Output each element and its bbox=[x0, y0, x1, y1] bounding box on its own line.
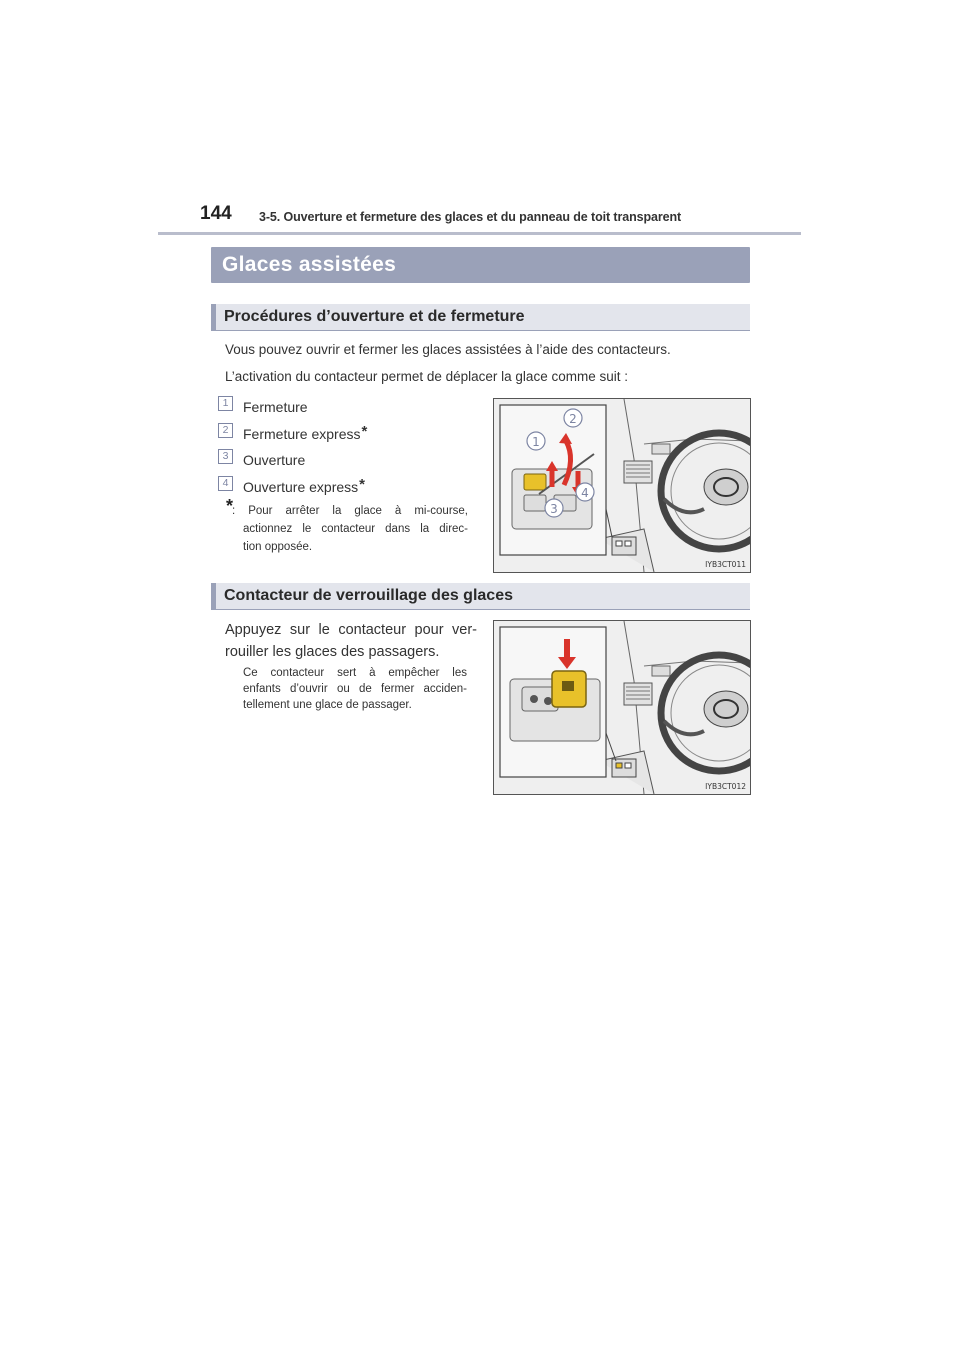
item-marker: 2 bbox=[218, 423, 233, 438]
figure-callout: 4 bbox=[581, 486, 589, 500]
footnote-symbol: * bbox=[226, 496, 234, 516]
figure-callout: 2 bbox=[569, 412, 577, 426]
footnote-line: : Pour arrêter la glace à mi-course, bbox=[232, 505, 468, 517]
item-label: Fermeture bbox=[243, 399, 308, 415]
running-title: 3-5. Ouverture et fermeture des glaces et du panneau de toit transparent bbox=[259, 210, 682, 224]
figure-window-switches bbox=[493, 398, 751, 573]
section-title-bar bbox=[211, 247, 750, 283]
figure-callout: 1 bbox=[532, 435, 540, 449]
item-label: Fermeture express* bbox=[243, 423, 368, 442]
figure-illustration bbox=[494, 399, 750, 572]
lock-note-line: enfants d’ouvrir ou de fermer acciden- bbox=[243, 683, 467, 695]
subheading-procedures bbox=[211, 304, 750, 331]
procedures-intro-2: L’activation du contacteur permet de déplacer la glace comme suit : bbox=[225, 369, 628, 384]
section-title: Glaces assistées bbox=[222, 253, 397, 276]
lock-note-line: tellement une glace de passager. bbox=[243, 699, 412, 711]
lock-text-line: rouiller les glaces des passagers. bbox=[225, 644, 440, 660]
figure-code: IYB3CT011 bbox=[705, 560, 746, 569]
procedures-intro-1: Vous pouvez ouvrir et fermer les glaces assistées à l’aide des contacteurs. bbox=[225, 342, 671, 357]
figure-illustration bbox=[494, 621, 750, 794]
item-marker: 3 bbox=[218, 449, 233, 464]
lock-note-line: Ce contacteur sert à empêcher les bbox=[243, 667, 467, 679]
item-label: Ouverture express* bbox=[243, 476, 366, 495]
footnote-line: actionnez le contacteur dans la direc- bbox=[243, 523, 468, 535]
subheading-lock-switch bbox=[211, 583, 750, 610]
figure-lock-switch bbox=[493, 620, 751, 795]
lock-text-line: Appuyez sur le contacteur pour ver- bbox=[225, 622, 477, 638]
figure-code: IYB3CT012 bbox=[705, 782, 746, 791]
figure-callout: 3 bbox=[550, 502, 558, 516]
subheading-procedures-text: Procédures d’ouverture et de fermeture bbox=[224, 308, 525, 325]
header-rule bbox=[158, 232, 801, 235]
subheading-lock-switch-text: Contacteur de verrouillage des glaces bbox=[224, 587, 513, 604]
page-number: 144 bbox=[200, 203, 232, 224]
item-marker: 1 bbox=[218, 396, 233, 411]
footnote-line: tion opposée. bbox=[243, 541, 313, 553]
item-label: Ouverture bbox=[243, 452, 306, 468]
item-marker: 4 bbox=[218, 476, 233, 491]
